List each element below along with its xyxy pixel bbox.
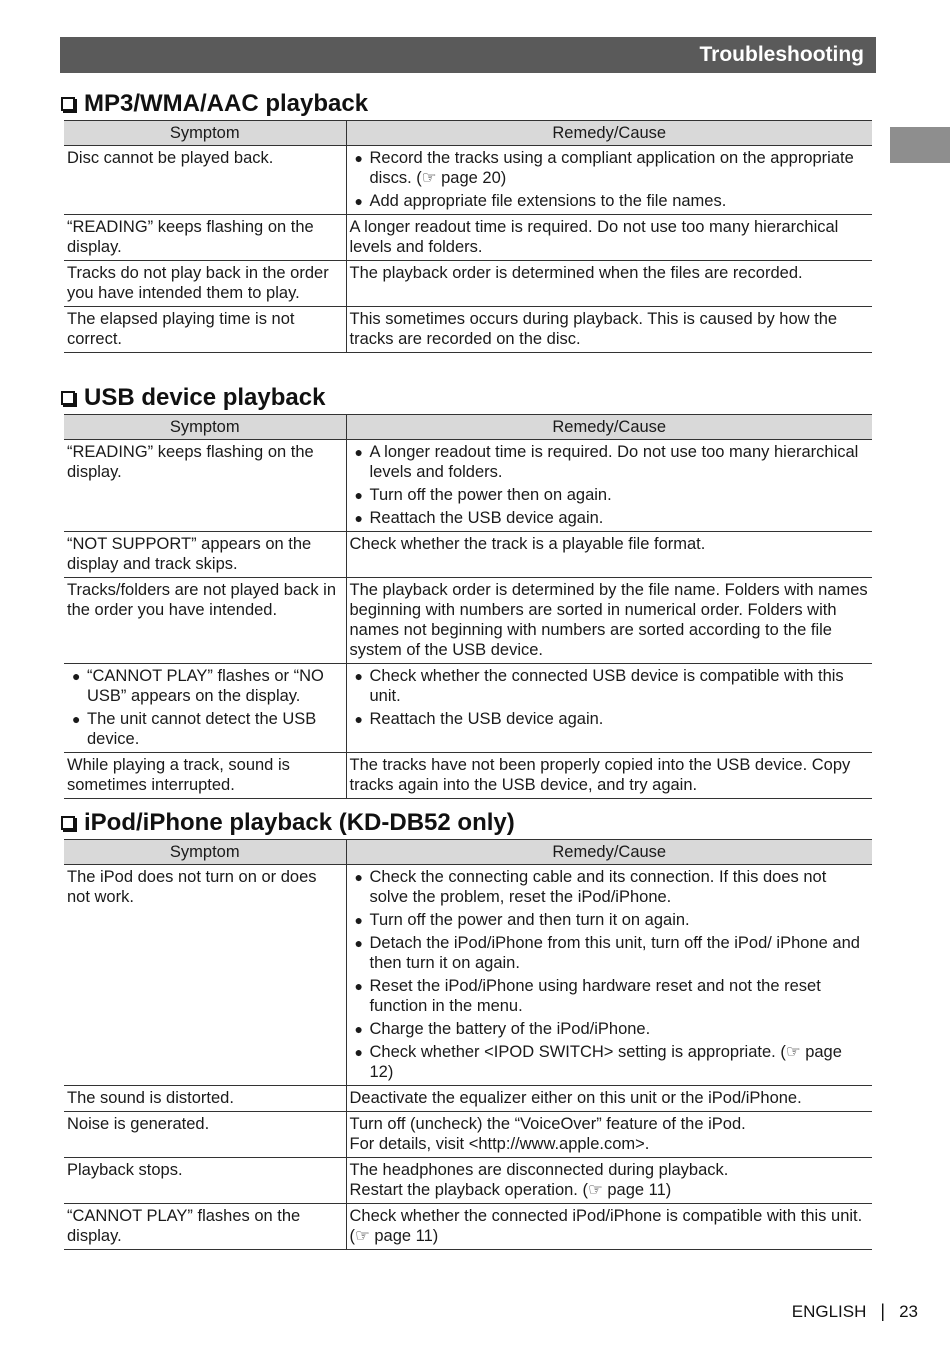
- bullet-dot-icon: ●: [354, 935, 363, 951]
- symptom-cell: [64, 578, 346, 664]
- remedy-cell: [346, 215, 872, 261]
- section-mp3-wma-aac: [60, 89, 872, 353]
- bullet-text: Reset the iPod/iPhone using hardware reset and not the reset function in the menu.: [369, 977, 821, 1015]
- cell-text: For details, visit <http://www.apple.com>.: [349, 1135, 650, 1153]
- bullet-item: [350, 709, 870, 729]
- remedy-cell: [346, 1158, 872, 1204]
- cell-text: The headphones are disconnected during playback.: [349, 1161, 729, 1179]
- table-row: [64, 307, 872, 353]
- bullet-item: [350, 485, 870, 505]
- cell-text: The playback order is determined by the file name. Folders with names beginning with numbers are sorted in numerical order. Folders with names not beginning with numbers are sorted according to the file system of the USB device.: [349, 581, 868, 659]
- cell-text: Deactivate the equalizer either on this unit or the iPod/iPhone.: [349, 1089, 802, 1107]
- symptom-cell: [64, 307, 346, 353]
- bullet-list: [350, 442, 870, 528]
- bullet-dot-icon: ●: [354, 444, 363, 460]
- section-heading: [60, 383, 872, 413]
- remedy-cell: [346, 1086, 872, 1112]
- cell-text: The iPod does not turn on or does not work.: [67, 868, 317, 906]
- remedy-cell: [346, 1204, 872, 1250]
- bullet-dot-icon: ●: [354, 1044, 363, 1060]
- cell-text: A longer readout time is required. Do not use too many hierarchical levels and folders.: [349, 218, 839, 256]
- cell-text: This sometimes occurs during playback. This is caused by how the tracks are recorded on the disc.: [349, 310, 838, 348]
- symptom-cell: [64, 146, 346, 215]
- page-footer: [792, 1301, 918, 1322]
- footer-separator: |: [880, 1301, 886, 1321]
- bullet-item: [350, 1042, 870, 1082]
- bullet-text: Check the connecting cable and its connection. If this does not solve the problem, reset the iPod/iPhone.: [369, 868, 827, 906]
- symptom-cell: [64, 664, 346, 753]
- cell-text: Tracks do not play back in the order you have intended them to play.: [67, 264, 329, 302]
- table-row: [64, 865, 872, 1086]
- bullet-dot-icon: ●: [354, 912, 363, 928]
- bullet-dot-icon: ●: [354, 1021, 363, 1037]
- section-title: USB device playback: [84, 384, 326, 411]
- footer-language: ENGLISH: [791, 1301, 867, 1321]
- side-tab-marker: [890, 127, 950, 163]
- bullet-list: [350, 867, 870, 1082]
- table-row: [64, 261, 872, 307]
- bullet-item: [350, 191, 870, 211]
- column-header-symptom: Symptom: [64, 840, 346, 865]
- cell-text: Restart the playback operation. (☞ page 11): [349, 1181, 672, 1199]
- remedy-cell: [346, 664, 872, 753]
- bullet-text: The unit cannot detect the USB device.: [87, 710, 317, 748]
- bullet-item: [350, 867, 870, 907]
- remedy-cell: [346, 261, 872, 307]
- cell-text: The elapsed playing time is not correct.: [67, 310, 295, 348]
- table-row: [64, 146, 872, 215]
- symptom-cell: [64, 1112, 346, 1158]
- cell-text: Disc cannot be played back.: [67, 149, 274, 167]
- remedy-cell: [346, 532, 872, 578]
- table-row: [64, 1086, 872, 1112]
- bullet-text: Turn off the power and then turn it on again.: [369, 911, 690, 929]
- bullet-text: Reattach the USB device again.: [369, 509, 604, 527]
- bullet-text: Turn off the power then on again.: [369, 486, 612, 504]
- table-row: [64, 1204, 872, 1250]
- cell-text: Turn off (uncheck) the “VoiceOver” feature of the iPod.: [349, 1115, 746, 1133]
- cell-text: Check whether the connected iPod/iPhone is compatible with this unit. (☞ page 11): [349, 1207, 863, 1245]
- section-ipod-iphone: [60, 808, 872, 1250]
- table-row: [64, 215, 872, 261]
- bullet-dot-icon: ●: [354, 711, 363, 727]
- symptom-cell: [64, 215, 346, 261]
- bullet-item: [67, 666, 343, 706]
- bullet-text: A longer readout time is required. Do not use too many hierarchical levels and folders.: [369, 443, 859, 481]
- bullet-text: Charge the battery of the iPod/iPhone.: [369, 1020, 651, 1038]
- bullet-dot-icon: ●: [354, 978, 363, 994]
- bullet-text: “CANNOT PLAY” flashes or “NO USB” appears on the display.: [87, 667, 324, 705]
- bullet-dot-icon: ●: [354, 510, 363, 526]
- column-header-symptom: Symptom: [64, 121, 346, 146]
- bullet-text: Add appropriate file extensions to the file names.: [369, 192, 727, 210]
- section-heading: [60, 808, 872, 838]
- troubleshooting-table: [64, 414, 872, 799]
- cell-text: “READING” keeps flashing on the display.: [67, 218, 314, 256]
- cell-text: “NOT SUPPORT” appears on the display and track skips.: [67, 535, 312, 573]
- symptom-cell: [64, 532, 346, 578]
- table-row: [64, 440, 872, 532]
- table-row: [64, 1112, 872, 1158]
- symptom-cell: [64, 440, 346, 532]
- troubleshooting-table: [64, 839, 872, 1250]
- column-header-remedy: Remedy/Cause: [346, 840, 872, 865]
- cell-text: While playing a track, sound is sometimes interrupted.: [67, 756, 290, 794]
- header-bar: [60, 37, 876, 73]
- cell-text: Tracks/folders are not played back in the order you have intended.: [67, 581, 337, 619]
- bullet-dot-icon: ●: [354, 150, 363, 166]
- square-bullet-icon: [61, 816, 75, 830]
- symptom-cell: [64, 261, 346, 307]
- header-title: Troubleshooting: [699, 43, 864, 66]
- section-title: iPod/iPhone playback (KD-DB52 only): [84, 809, 515, 836]
- cell-text: “READING” keeps flashing on the display.: [67, 443, 314, 481]
- bullet-dot-icon: ●: [72, 711, 81, 727]
- bullet-text: Record the tracks using a compliant application on the appropriate discs. (☞ page 20): [369, 149, 854, 187]
- column-header-remedy: Remedy/Cause: [346, 415, 872, 440]
- cell-text: Noise is generated.: [67, 1115, 210, 1133]
- section-usb-device: [60, 383, 872, 799]
- table-row: [64, 532, 872, 578]
- remedy-cell: [346, 578, 872, 664]
- bullet-list: [67, 666, 343, 749]
- bullet-item: [350, 910, 870, 930]
- square-bullet-icon: [61, 391, 75, 405]
- bullet-item: [350, 666, 870, 706]
- page-number: 23: [899, 1301, 918, 1321]
- table-row: [64, 1158, 872, 1204]
- bullet-dot-icon: ●: [354, 193, 363, 209]
- bullet-item: [67, 709, 343, 749]
- symptom-cell: [64, 1086, 346, 1112]
- symptom-cell: [64, 753, 346, 799]
- remedy-cell: [346, 753, 872, 799]
- bullet-item: [350, 1019, 870, 1039]
- cell-text: The playback order is determined when the files are recorded.: [349, 264, 803, 282]
- bullet-text: Check whether the connected USB device is compatible with this unit.: [369, 667, 844, 705]
- symptom-cell: [64, 865, 346, 1086]
- remedy-cell: [346, 146, 872, 215]
- section-title: MP3/WMA/AAC playback: [84, 90, 369, 117]
- remedy-cell: [346, 307, 872, 353]
- cell-text: “CANNOT PLAY” flashes on the display.: [67, 1207, 301, 1245]
- cell-text: The sound is distorted.: [67, 1089, 234, 1107]
- remedy-cell: [346, 1112, 872, 1158]
- bullet-item: [350, 508, 870, 528]
- bullet-item: [350, 976, 870, 1016]
- bullet-text: Check whether <IPOD SWITCH> setting is appropriate. (☞ page 12): [369, 1043, 842, 1081]
- remedy-cell: [346, 865, 872, 1086]
- bullet-text: Reattach the USB device again.: [369, 710, 604, 728]
- square-bullet-icon: [61, 97, 75, 111]
- bullet-text: Detach the iPod/iPhone from this unit, turn off the iPod/ iPhone and then turn it on again.: [369, 934, 860, 972]
- bullet-dot-icon: ●: [354, 668, 363, 684]
- column-header-symptom: Symptom: [64, 415, 346, 440]
- bullet-dot-icon: ●: [72, 668, 81, 684]
- cell-text: Playback stops.: [67, 1161, 183, 1179]
- bullet-item: [350, 442, 870, 482]
- bullet-item: [350, 933, 870, 973]
- table-row: [64, 578, 872, 664]
- troubleshooting-table: [64, 120, 872, 353]
- remedy-cell: [346, 440, 872, 532]
- cell-text: The tracks have not been properly copied into the USB device. Copy tracks again into the USB device, and try again.: [349, 756, 851, 794]
- symptom-cell: [64, 1158, 346, 1204]
- section-heading: [60, 89, 872, 119]
- table-row: [64, 753, 872, 799]
- symptom-cell: [64, 1204, 346, 1250]
- column-header-remedy: Remedy/Cause: [346, 121, 872, 146]
- bullet-item: [350, 148, 870, 188]
- bullet-list: [350, 148, 870, 211]
- bullet-list: [350, 666, 870, 729]
- cell-text: Check whether the track is a playable file format.: [349, 535, 706, 553]
- bullet-dot-icon: ●: [354, 869, 363, 885]
- table-row: [64, 664, 872, 753]
- bullet-dot-icon: ●: [354, 487, 363, 503]
